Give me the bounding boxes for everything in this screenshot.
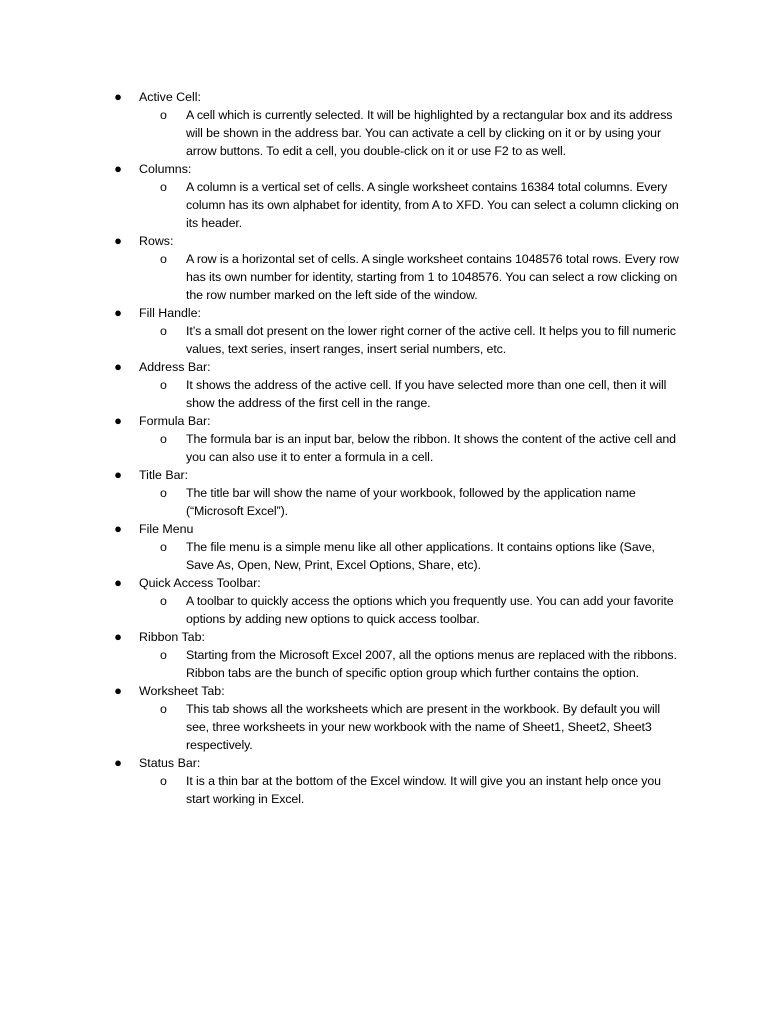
bullet-icon: ● [114,683,122,698]
circle-bullet-icon: o [160,432,167,446]
term-label: Quick Access Toolbar: [139,576,261,590]
circle-bullet-icon: o [160,702,167,716]
description-row [160,772,682,808]
list-item-formula-bar [112,412,682,466]
bullet-icon: ● [114,755,122,770]
description-text: A toolbar to quickly access the options which you frequently use. You can add your favorite options by adding new options to quick access toolbar. [186,594,674,626]
description-row [160,178,682,232]
circle-bullet-icon: o [160,180,167,194]
description-row [160,700,682,754]
term-label: Columns: [139,162,192,176]
description-row [160,646,682,682]
list-item-address-bar [112,358,682,412]
circle-bullet-icon: o [160,252,167,266]
list-item-quick-access-toolbar [112,574,682,628]
term-label: Active Cell: [139,90,201,104]
description-row [160,106,682,160]
description-row [160,430,682,466]
term-label: Formula Bar: [139,414,211,428]
list-item-rows [112,232,682,304]
description-text: Starting from the Microsoft Excel 2007, all the options menus are replaced with the ribbons. Ribbon tabs are the bunch of specific option group which further contains the option. [186,648,677,680]
circle-bullet-icon: o [160,594,167,608]
term-label: Rows: [139,234,174,248]
circle-bullet-icon: o [160,540,167,554]
bullet-icon: ● [114,413,122,428]
circle-bullet-icon: o [160,648,167,662]
bullet-icon: ● [114,575,122,590]
term-label: File Menu [139,522,194,536]
description-text: A column is a vertical set of cells. A single worksheet contains 16384 total columns. Every column has its own alphabet for identity, from A to XFD. You can select a column clicking on its header. [186,180,679,230]
term-label: Address Bar: [139,360,211,374]
term-label: Fill Handle: [139,306,201,320]
list-item-file-menu [112,520,682,574]
term-list [112,88,682,808]
term-label: Status Bar: [139,756,201,770]
bullet-icon: ● [114,521,122,536]
list-item-columns [112,160,682,232]
circle-bullet-icon: o [160,774,167,788]
list-item-ribbon-tab [112,628,682,682]
description-text: It shows the address of the active cell. If you have selected more than one cell, then it will show the address of the first cell in the range. [186,378,667,410]
description-row [160,592,682,628]
term-label: Title Bar: [139,468,189,482]
term-label: Ribbon Tab: [139,630,205,644]
bullet-icon: ● [114,161,122,176]
description-row [160,376,682,412]
list-item-title-bar [112,466,682,520]
description-text: The file menu is a simple menu like all other applications. It contains options like (Save, Save As, Open, New, Print, Excel Options, Share, etc). [186,540,655,572]
description-row [160,484,682,520]
description-text: The formula bar is an input bar, below the ribbon. It shows the content of the active cell and you can also use it to enter a formula in a cell. [186,432,676,464]
list-item-fill-handle [112,304,682,358]
bullet-icon: ● [114,305,122,320]
circle-bullet-icon: o [160,108,167,122]
list-item-status-bar [112,754,682,808]
circle-bullet-icon: o [160,324,167,338]
circle-bullet-icon: o [160,378,167,392]
bullet-icon: ● [114,359,122,374]
description-text: A cell which is currently selected. It will be highlighted by a rectangular box and its address will be shown in the address bar. You can activate a cell by clicking on it or by using your arrow buttons. To edit a cell, you double-click on it or use F2 to as well. [186,108,673,158]
description-row [160,250,682,304]
bullet-icon: ● [114,629,122,644]
bullet-icon: ● [114,233,122,248]
description-row [160,538,682,574]
term-label: Worksheet Tab: [139,684,225,698]
bullet-icon: ● [114,467,122,482]
list-item-active-cell [112,88,682,160]
description-text: It is a thin bar at the bottom of the Excel window. It will give you an instant help once you start working in Excel. [186,774,661,806]
bullet-icon: ● [114,89,122,104]
description-text: A row is a horizontal set of cells. A single worksheet contains 1048576 total rows. Every row has its own number for identity, starting from 1 to 1048576. You can select a row clicking on the row number marked on the left side of the window. [186,252,679,302]
list-item-worksheet-tab [112,682,682,754]
circle-bullet-icon: o [160,486,167,500]
description-text: This tab shows all the worksheets which are present in the workbook. By default you will see, three worksheets in your new workbook with the name of Sheet1, Sheet2, Sheet3 respectively. [186,702,660,752]
description-text: The title bar will show the name of your workbook, followed by the application name (“Microsoft Excel”). [186,486,636,518]
description-text: It’s a small dot present on the lower right corner of the active cell. It helps you to fill numeric values, text series, insert ranges, insert serial numbers, etc. [186,324,676,356]
description-row [160,322,682,358]
